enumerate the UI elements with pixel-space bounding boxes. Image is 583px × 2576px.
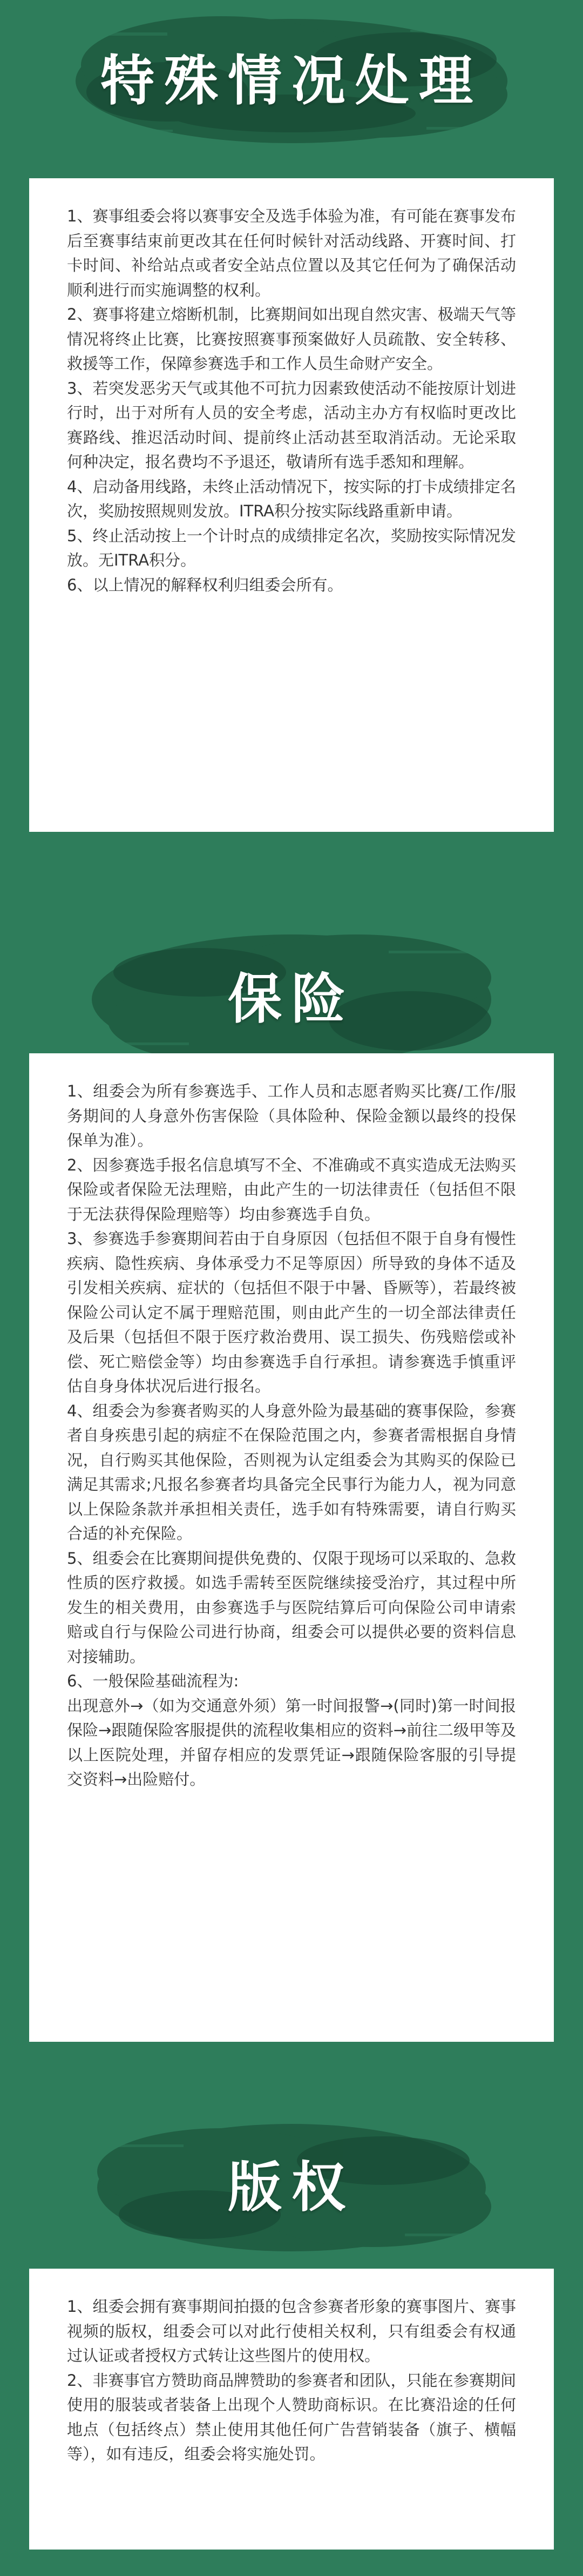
special-item-4: 4、启动备用线路，未终止活动情况下，按实际的打卡成绩排定名次，奖励按照规则发放。ITRA积分按实际线路重新申请。 bbox=[67, 477, 516, 520]
special-card bbox=[29, 178, 554, 832]
copyright-card bbox=[29, 2269, 554, 2550]
insurance-item-6: 6、一般保险基础流程为: bbox=[67, 1672, 239, 1690]
insurance-card bbox=[29, 1053, 554, 2042]
insurance-title: 保险 bbox=[228, 967, 355, 1031]
insurance-item-3: 3、参赛选手参赛期间若由于自身原因（包括但不限于自身有慢性疾病、隐性疾病、身体承受力不足等原因）所导致的身体不适及引发相关疾病、症状的（包括但不限于中暑、昏厥等），若最终被保险公司认定不属于理赔范围，则由此产生的一切全部法律责任及后果（包括但不限于医疗救治费用、误工损失、伤残赔偿或补偿、死亡赔偿金等）均由参赛选手自行承担。请参赛选手慎重评估自身身体状况后进行报名。 bbox=[67, 1229, 516, 1395]
copyright-header bbox=[0, 2107, 583, 2269]
copyright-title: 版权 bbox=[228, 2156, 355, 2219]
copyright-item-1: 1、组委会拥有赛事期间拍摄的包含参赛者形象的赛事图片、赛事视频的版权，组委会可以对此行使相关权利，只有组委会有权通过认证或者授权方式转让这些图片的使用权。 bbox=[67, 2297, 516, 2365]
special-item-2: 2、赛事将建立熔断机制，比赛期间如出现自然灾害、极端天气等情况将终止比赛，比赛按照赛事预案做好人员疏散、安全转移、救援等工作，保障参赛选手和工作人员生命财产安全。 bbox=[67, 305, 516, 373]
copyright-item-2: 2、非赛事官方赞助商品牌赞助的参赛者和团队，只能在参赛期间使用的服装或者装备上出现个人赞助商标识。在比赛沿途的任何地点（包括终点）禁止使用其他任何广告营销装备（旗子、横幅等），如有违反，组委会将实施处罚。 bbox=[67, 2371, 516, 2463]
special-item-6: 6、以上情况的解释权利归组委会所有。 bbox=[67, 575, 343, 594]
special-item-3: 3、若突发恶劣天气或其他不可抗力因素致使活动不能按原计划进行时，出于对所有人员的安全考虑，活动主办方有权临时更改比赛路线、推迟活动时间、提前终止活动甚至取消活动。无论采取何种决定，报名费均不予退还，敬请所有选手悉知和理解。 bbox=[67, 379, 516, 471]
insurance-item-5: 5、组委会在比赛期间提供免费的、仅限于现场可以采取的、急救性质的医疗救援。如选手需转至医院继续接受治疗，其过程中所发生的相关费用，由参赛选手与医院结算后可向保险公司申请索赔或自行与保险公司进行协商，组委会可以提供必要的资料信息对接辅助。 bbox=[67, 1549, 516, 1666]
insurance-item-1: 1、组委会为所有参赛选手、工作人员和志愿者购买比赛/工作/服务期间的人身意外伤害保险（具体险种、保险金额以最终的投保保单为准）。 bbox=[67, 1082, 516, 1149]
insurance-item-4: 4、组委会为参赛者购买的人身意外险为最基础的赛事保险，参赛者自身疾患引起的病症不在保险范围之内，参赛者需根据自身情况，自行购买其他保险，否则视为认定组委会为其购买的保险已满足其需求;凡报名参赛者均具备完全民事行为能力人，视为同意以上保险条款并承担相关责任，选手如有特殊需要，请自行购买合适的补充保险。 bbox=[67, 1401, 516, 1543]
special-title: 特殊情况处理 bbox=[100, 49, 483, 112]
special-header bbox=[0, 0, 583, 162]
insurance-item-2: 2、因参赛选手报名信息填写不全、不准确或不真实造成无法购买保险或者保险无法理赔，由此产生的一切法律责任（包括但不限于无法获得保险理赔等）均由参赛选手自负。 bbox=[67, 1155, 516, 1223]
special-item-5: 5、终止活动按上一个计时点的成绩排定名次，奖励按实际情况发放。无ITRA积分。 bbox=[67, 526, 516, 569]
special-item-1: 1、赛事组委会将以赛事安全及选手体验为准，有可能在赛事发布后至赛事结束前更改其在任何时候针对活动线路、开赛时间、打卡时间、补给站点或者安全站点位置以及其它任何为了确保活动顺利进行而实施调整的权利。 bbox=[67, 207, 516, 299]
insurance-flow: 出现意外→（如为交通意外须）第一时间报警→(同时)第一时间报保险→跟随保险客服提供的流程收集相应的资料→前往二级甲等及以上医院处理，并留存相应的发票凭证→跟随保险客服的引导提交资料→出险赔付。 bbox=[67, 1696, 516, 1788]
